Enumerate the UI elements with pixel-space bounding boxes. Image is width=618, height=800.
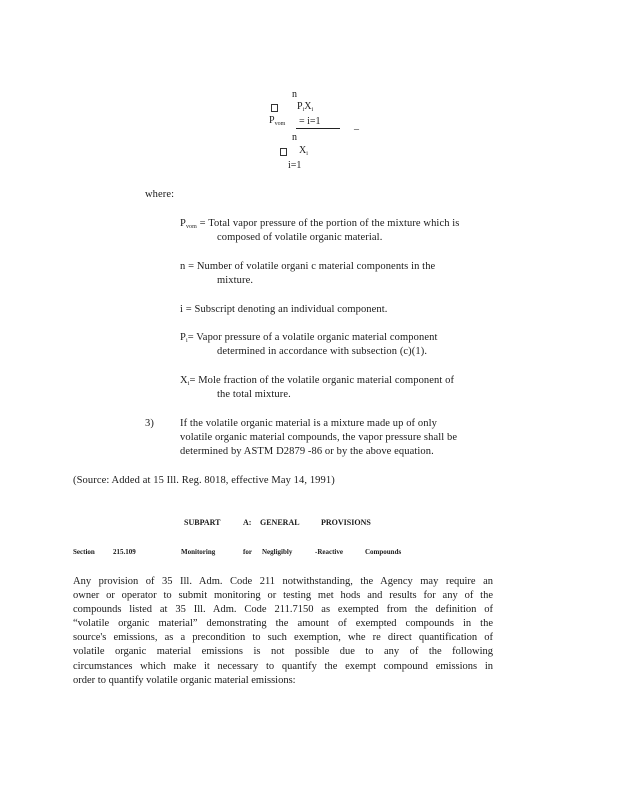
section-word: for bbox=[243, 548, 252, 556]
definition-line1: n = Number of volatile organi c material components in the bbox=[180, 261, 436, 272]
definition-line1: i = Subscript denoting an individual component. bbox=[180, 304, 388, 315]
body-line: compounds listed at 35 Ill. Adm. Code 211.7150 as exempted from the definition of bbox=[73, 604, 493, 616]
body-line: owner or operator to submit monitoring or testing met hods and results for any of the bbox=[73, 590, 493, 602]
subpart-word-provisions: PROVISIONS bbox=[321, 518, 371, 527]
item-3-line: If the volatile organic material is a mixture made up of only bbox=[180, 418, 437, 429]
summation-icon bbox=[271, 104, 278, 112]
definition-line2: the total mixture. bbox=[217, 389, 291, 400]
formula-n-bottom: n bbox=[292, 132, 297, 143]
subpart-label: SUBPART bbox=[184, 518, 221, 527]
formula-n-top: n bbox=[292, 89, 297, 100]
body-line: volatile organic material emissions is not possible due to any of the following bbox=[73, 646, 493, 658]
subpart-letter: A: bbox=[243, 518, 252, 527]
section-word: Negligibly bbox=[262, 548, 293, 556]
formula-numerator: $P_iX_i$ bbox=[297, 101, 314, 113]
body-line: “volatile organic material” demonstrating the amount of exempted compounds in the bbox=[73, 618, 493, 630]
definition-line1: $X_i=$ Mole fraction of the volatile organic material component of bbox=[180, 375, 455, 387]
section-body-paragraph bbox=[73, 575, 493, 688]
subpart-word-general: GENERAL bbox=[260, 518, 300, 527]
source-note: (Source: Added at 15 Ill. Reg. 8018, effective May 14, 1991) bbox=[73, 475, 335, 486]
formula-i1-bottom: i=1 bbox=[288, 160, 302, 171]
section-word: -Reactive bbox=[315, 548, 343, 556]
formula-equals-i1: = i=1 bbox=[299, 116, 321, 127]
formula-stray-mark: _ bbox=[354, 120, 359, 131]
item-3-line: determined by ASTM D2879 -86 or by the above equation. bbox=[180, 446, 434, 457]
section-label: Section bbox=[73, 548, 95, 556]
item-3-number: 3) bbox=[145, 418, 154, 429]
section-word: Compounds bbox=[365, 548, 402, 556]
definition-line2: determined in accordance with subsection (c)(1). bbox=[217, 346, 428, 357]
where-label: where: bbox=[145, 189, 175, 200]
definition-line2: composed of volatile organic material. bbox=[217, 232, 383, 243]
section-number: 215.109 bbox=[113, 548, 136, 556]
definition-line1: $P_i=$ Vapor pressure of a volatile organic material component bbox=[180, 332, 438, 344]
definition-line1: $P_{vom}$ = Total vapor pressure of the portion of the mixture which is bbox=[180, 218, 460, 230]
body-line: circumstances which make it necessary to quantify the exempt compound emissions in bbox=[73, 660, 493, 672]
formula-denominator: $X_i$ bbox=[299, 145, 308, 157]
formula-lhs: $P_{vom}$ bbox=[269, 115, 286, 127]
body-line: source's emissions, as a precondition to such exemption, whe re direct quantification of bbox=[73, 632, 493, 644]
body-line: Any provision of 35 Ill. Adm. Code 211 notwithstanding, the Agency may require an bbox=[73, 576, 493, 587]
item-3-line: volatile organic material compounds, the vapor pressure shall be bbox=[180, 432, 458, 443]
section-word: Monitoring bbox=[181, 548, 216, 556]
summation-icon-bottom bbox=[280, 148, 287, 156]
body-line: order to quantify volatile organic material emissions: bbox=[73, 674, 296, 686]
fraction-bar bbox=[296, 128, 340, 129]
definition-line2: mixture. bbox=[217, 275, 254, 286]
